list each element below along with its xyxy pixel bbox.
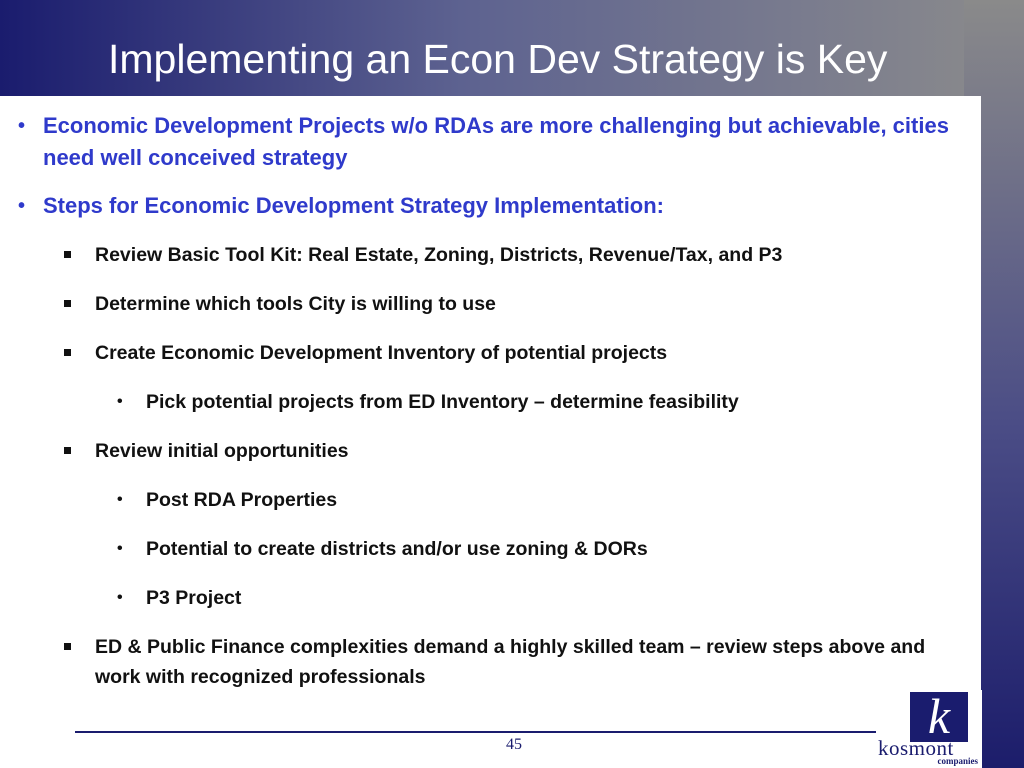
logo-name: kosmont	[878, 736, 954, 760]
bullet-dot: •	[117, 589, 123, 606]
content-panel	[0, 96, 981, 768]
bullet-item-level2: ED & Public Finance complexities demand a highly skilled team – review steps above and work with recognized professionals	[95, 636, 926, 688]
page-number: 45	[506, 736, 522, 753]
bullet-dot: •	[117, 393, 123, 410]
bullet-item-level3: P3 Project	[146, 587, 242, 609]
square-bullet	[64, 447, 71, 454]
bullet-item-level2: Review initial opportunities	[95, 440, 349, 462]
logo-mark	[910, 688, 968, 744]
logo-letter: k	[927, 688, 951, 744]
logo-tagline: companies	[937, 756, 978, 766]
bullet-dot: •	[18, 195, 26, 217]
bullet-item-level3: Pick potential projects from ED Inventory – determine feasibility	[146, 391, 739, 413]
slide-title: Implementing an Econ Dev Strategy is Key	[108, 36, 888, 82]
bullet-dot: •	[117, 540, 123, 557]
bullet-item-level3: Post RDA Properties	[146, 489, 338, 511]
bullet-item-level1: Steps for Economic Development Strategy Implementation:	[43, 193, 665, 218]
bullet-item-level2: Create Economic Development Inventory of potential projects	[95, 342, 668, 364]
square-bullet	[64, 643, 71, 650]
square-bullet	[64, 349, 71, 356]
footer-divider	[75, 731, 880, 733]
bullet-dot: •	[18, 115, 26, 137]
bullet-item-level3: Potential to create districts and/or use zoning & DORs	[146, 538, 648, 560]
kosmont-logo	[876, 690, 982, 768]
bullet-dot: •	[117, 491, 123, 508]
square-bullet	[64, 251, 71, 258]
bullet-item-level1: Economic Development Projects w/o RDAs are more challenging but achievable, cities need well conceived strategy	[43, 113, 949, 170]
bullet-item-level2: Review Basic Tool Kit: Real Estate, Zoning, Districts, Revenue/Tax, and P3	[95, 244, 783, 266]
bullet-item-level2: Determine which tools City is willing to use	[95, 293, 496, 315]
square-bullet	[64, 300, 71, 307]
